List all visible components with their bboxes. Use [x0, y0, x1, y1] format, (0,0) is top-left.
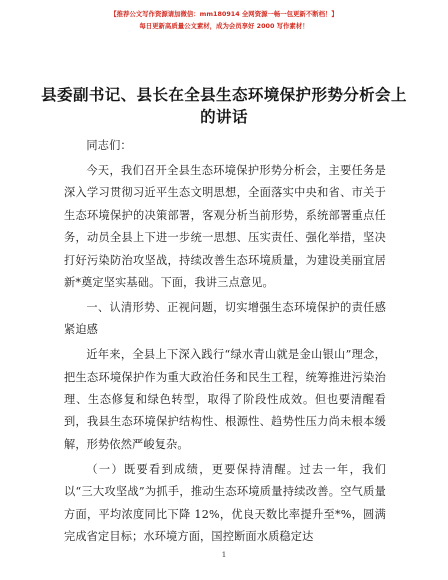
- promo-banner-line-1: 【推荐公文写作资源请加微信：mm180914 全网资源一畅一包更新不断档！】: [110, 10, 338, 18]
- greeting: 同志们：: [86, 139, 132, 152]
- document-title: 县委副书记、县长在全县生态环境保护形势分析会上的讲话: [41, 86, 407, 126]
- paragraph-intro: 今天，我们召开全县生态环境保护形势分析会，主要任务是深入学习贯彻习近平生态文明思想，全面落实中央和省、市关于生态环境保护的决策部署，客观分析当前形势，系统部署重点任务，动员全县上下进一步统一思想、压实责任、强化举措，坚决打好污染防治攻坚战，持续改善生态环境质量，为建设美丽宜居新*奠定坚实基础。下面，我讲三点意见。: [64, 163, 386, 289]
- document-body: [64, 135, 386, 551]
- page-number: 1: [221, 550, 227, 559]
- section-heading-1: 一、认清形势、正视问题，切实增强生态环境保护的责任感紧迫感: [64, 300, 386, 337]
- paragraph-subsection-1: （一）既要看到成绩，更要保持清醒。过去一年，我们以“三大攻坚战”为抓手，推动生态环境质量持续改善。空气质量方面，平均浓度同比下降 12%，优良天数比率提升至*%，圆满完成省定目标；水环境方面，国控断面水质稳定达: [64, 462, 386, 543]
- paragraph-situation: 近年来，全县上下深入践行“绿水青山就是金山银山”理念，把生态环境保护作为重大政治任务和民生工程，统筹推进污染治理、生态修复和绿色转型，取得了阶段性成效。但也要清醒看到，我县生态环境保护结构性、根源性、趋势性压力尚未根本缓解，形势依然严峻复杂。: [64, 348, 386, 451]
- promo-banner: [0, 8, 448, 32]
- promo-banner-line-2: 每日更新高质量公文素材，成为会员享好 2000 写作素材！: [139, 22, 309, 30]
